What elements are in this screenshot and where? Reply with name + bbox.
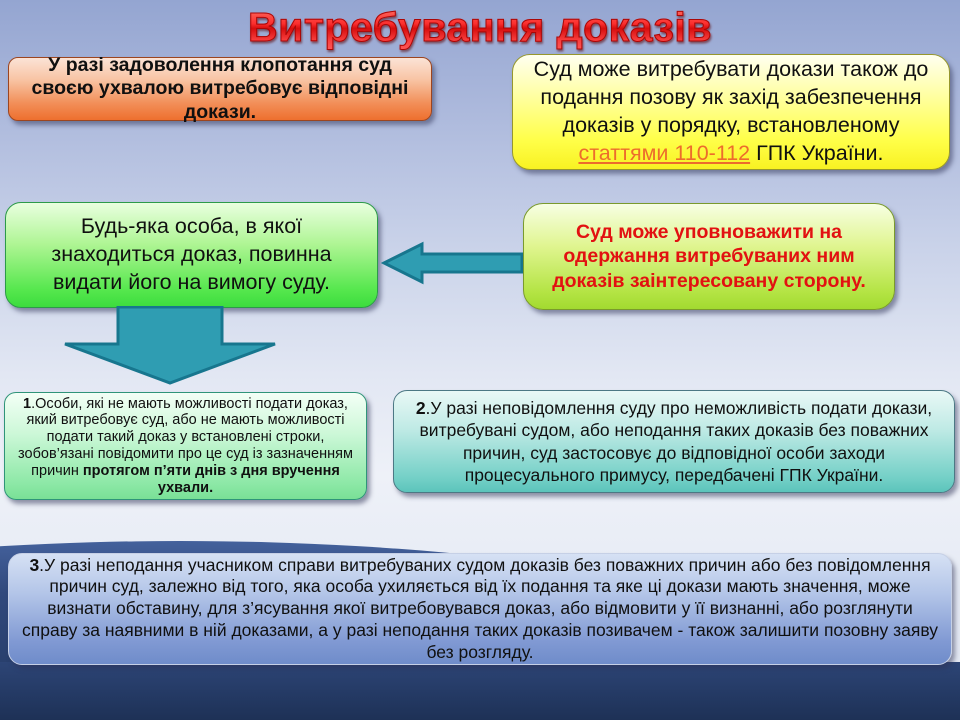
slide-title: Витребування доказів xyxy=(0,4,960,51)
motion-granted-box xyxy=(8,53,432,123)
court-authorize-text: Суд може уповноважити на одержання витребуваних ним доказів заінтересовану сторону. xyxy=(552,220,866,292)
rule-1-box xyxy=(4,392,367,500)
rule-1-text: 1.Особи, які не мають можливості подати доказ, який витребовує суд, або не мають можливості подати такий доказ у встановлені строки, зобов’язані повідомити про це суд із зазначенням причин протягом п’яти днів з дня вручення ухвали. xyxy=(18,395,353,496)
rule-3-text: 3.У разі неподання учасником справи витребуваних судом доказів без поважних причин або без повідомлення причин суд, залежно від того, яка особа ухиляється від їх подання та яке ці докази мають значення, може визнати обставину, для з’ясування якої витребовувався доказ, або відмовити у її визнанні, або розглянути справу за наявними в ній доказами, а у разі неподання таких доказів позивачем - також залишити позовну заяву без розгляду. xyxy=(22,554,938,662)
articles-110-112-link[interactable]: статтями 110-112 xyxy=(578,140,751,165)
person-must-provide-box xyxy=(5,202,378,308)
arrow-down-icon xyxy=(62,306,278,386)
arrow-left-icon xyxy=(381,241,525,285)
evidence-securing-box xyxy=(512,54,950,170)
motion-granted-text: У разі задоволення клопотання суд своєю ухвалою витребовує відповідні докази. xyxy=(31,53,409,123)
evidence-securing-text: Суд може витребувати докази також до подання позову як захід забезпечення доказів у порядку, встановленому статтями 110-112 ГПК України. xyxy=(533,57,929,165)
person-must-provide-text: Будь-яка особа, в якої знаходиться доказ, повинна видати його на вимогу суду. xyxy=(51,214,332,294)
rule-3-box xyxy=(8,553,952,665)
rule-2-box xyxy=(393,390,955,493)
rule-2-text: 2.У разі неповідомлення суду про неможливість подати докази, витребувані судом, або неподання таких доказів без поважних причин, суд застосовує до відповідної особи заходи процесуального примусу, передбачені ГПК України. xyxy=(415,398,933,485)
background-navy-strip xyxy=(0,662,960,720)
court-authorize-box xyxy=(523,203,895,310)
